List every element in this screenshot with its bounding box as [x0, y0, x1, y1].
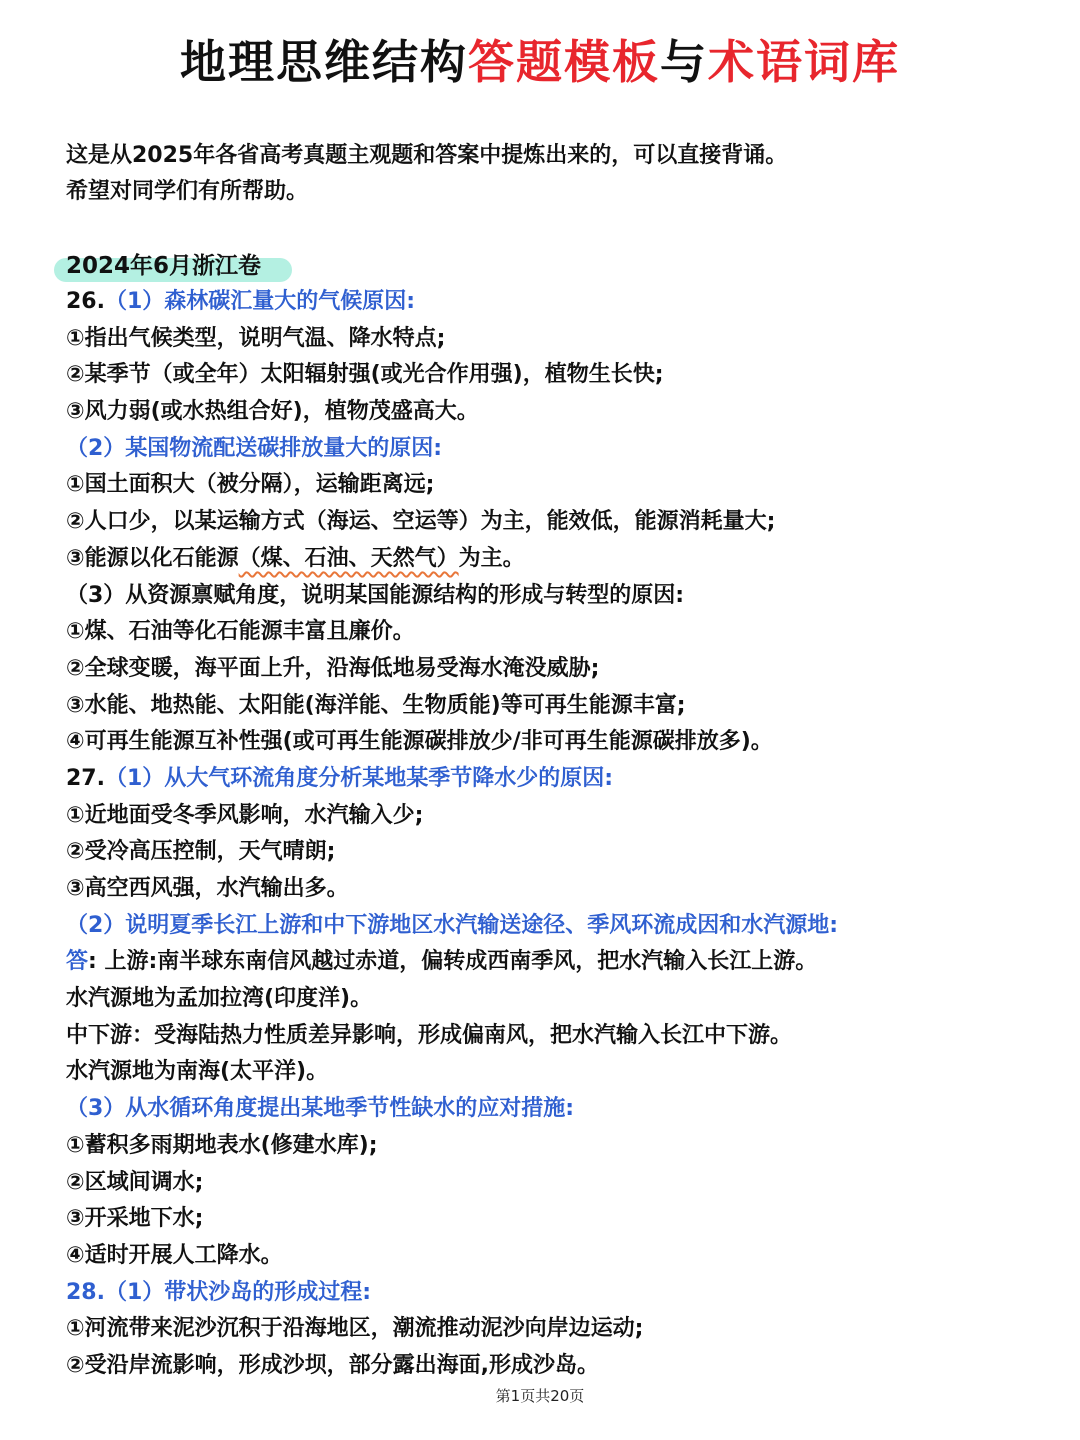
answer-line: ②人口少，以某运输方式（海运、空运等）为主，能效低，能源消耗量大;: [66, 509, 776, 535]
answer-label: 答: [66, 949, 89, 975]
section-title: 2024年6月浙江卷: [66, 253, 262, 279]
question-number: 26.: [66, 289, 105, 314]
answer-line: ③高空西风强，水汽输出多。: [66, 876, 349, 901]
question-heading-text: （1）带状沙岛的形成过程:: [104, 1279, 372, 1305]
answer-text: ③能源以化石能源: [66, 545, 239, 571]
intro-paragraph: [66, 138, 787, 210]
answer-line: ③风力弱(或水热组合好)，植物茂盛高大。: [66, 399, 479, 425]
answer-line: ②受沿岸流影响，形成沙坝，部分露出海面,形成沙岛。: [66, 1352, 599, 1378]
answer-text: 为主。: [458, 545, 525, 571]
answer-line: 水汽源地为南海(太平洋)。: [66, 1059, 329, 1085]
answer-line: ④适时开展人工降水。: [66, 1242, 283, 1268]
answer-line: ②全球变暖，海平面上升，沿海低地易受海水淹没威胁;: [66, 655, 600, 681]
title-part-3: 与: [660, 35, 708, 89]
question-heading-26-3: （3）从资源禀赋角度，说明某国能源结构的形成与转型的原因:: [66, 582, 685, 608]
title-part-4: 术语词库: [708, 35, 900, 89]
title-part-2: 答题模板: [468, 35, 660, 89]
wavy-underlined-text: （煤、石油、天然气）: [238, 545, 459, 571]
page-title: [0, 30, 1080, 94]
answer-content: [66, 284, 1026, 1385]
question-heading-26-1: [66, 284, 1026, 321]
answer-line: ②受冷高压控制，天气晴朗;: [66, 839, 336, 865]
answer-line: 中下游：受海陆热力性质差异影响，形成偏南风，把水汽输入长江中下游。: [66, 1022, 793, 1048]
answer-line: ③开采地下水;: [66, 1206, 204, 1232]
answer-line: ①蓄积多雨期地表水(修建水库);: [66, 1132, 378, 1158]
answer-line: ②区域间调水;: [66, 1169, 204, 1195]
answer-line: ③水能、地热能、太阳能(海洋能、生物质能)等可再生能源丰富;: [66, 692, 686, 718]
question-number: 27.: [66, 765, 105, 791]
answer-line: ①国土面积大（被分隔），运输距离远;: [66, 472, 435, 498]
question-heading-28-1: [66, 1275, 1026, 1312]
question-heading-27-1: [66, 761, 1026, 798]
answer-line: [66, 541, 1026, 578]
answer-line: [66, 944, 1026, 981]
question-heading-27-3: （3）从水循环角度提出某地季节性缺水的应对措施:: [66, 1096, 575, 1122]
answer-line: ①指出气候类型，说明气温、降水特点;: [66, 325, 446, 351]
question-heading-text: （1）从大气环流角度分析某地某季节降水少的原因:: [104, 765, 614, 791]
question-heading-26-2: （2）某国物流配送碳排放量大的原因:: [66, 435, 443, 461]
intro-line: 希望对同学们有所帮助。: [66, 179, 309, 204]
answer-line: ④可再生能源互补性强(或可再生能源碳排放少/非可再生能源碳排放多)。: [66, 729, 773, 755]
answer-line: ①煤、石油等化石能源丰富且廉价。: [66, 619, 415, 645]
intro-line: 这是从2025年各省高考真题主观题和答案中提炼出来的，可以直接背诵。: [66, 143, 788, 168]
answer-line: ①近地面受冬季风影响，水汽输入少;: [66, 802, 424, 828]
answer-line: 水汽源地为孟加拉湾(印度洋)。: [66, 986, 373, 1012]
answer-text: : 上游:南半球东南信风越过赤道，偏转成西南季风，把水汽输入长江上游。: [88, 949, 818, 975]
title-part-1: 地理思维结构: [180, 35, 468, 89]
question-heading-27-2: （2）说明夏季长江上游和中下游地区水汽输送途径、季风环流成因和水汽源地:: [66, 912, 839, 938]
question-number: 28.: [66, 1279, 105, 1305]
answer-line: ①河流带来泥沙沉积于沿海地区，潮流推动泥沙向岸边运动;: [66, 1316, 644, 1342]
answer-line: ②某季节（或全年）太阳辐射强(或光合作用强)，植物生长快;: [66, 362, 664, 388]
question-heading-text: （1）森林碳汇量大的气候原因:: [104, 289, 416, 314]
page-number: 第1页共20页: [495, 1387, 585, 1405]
